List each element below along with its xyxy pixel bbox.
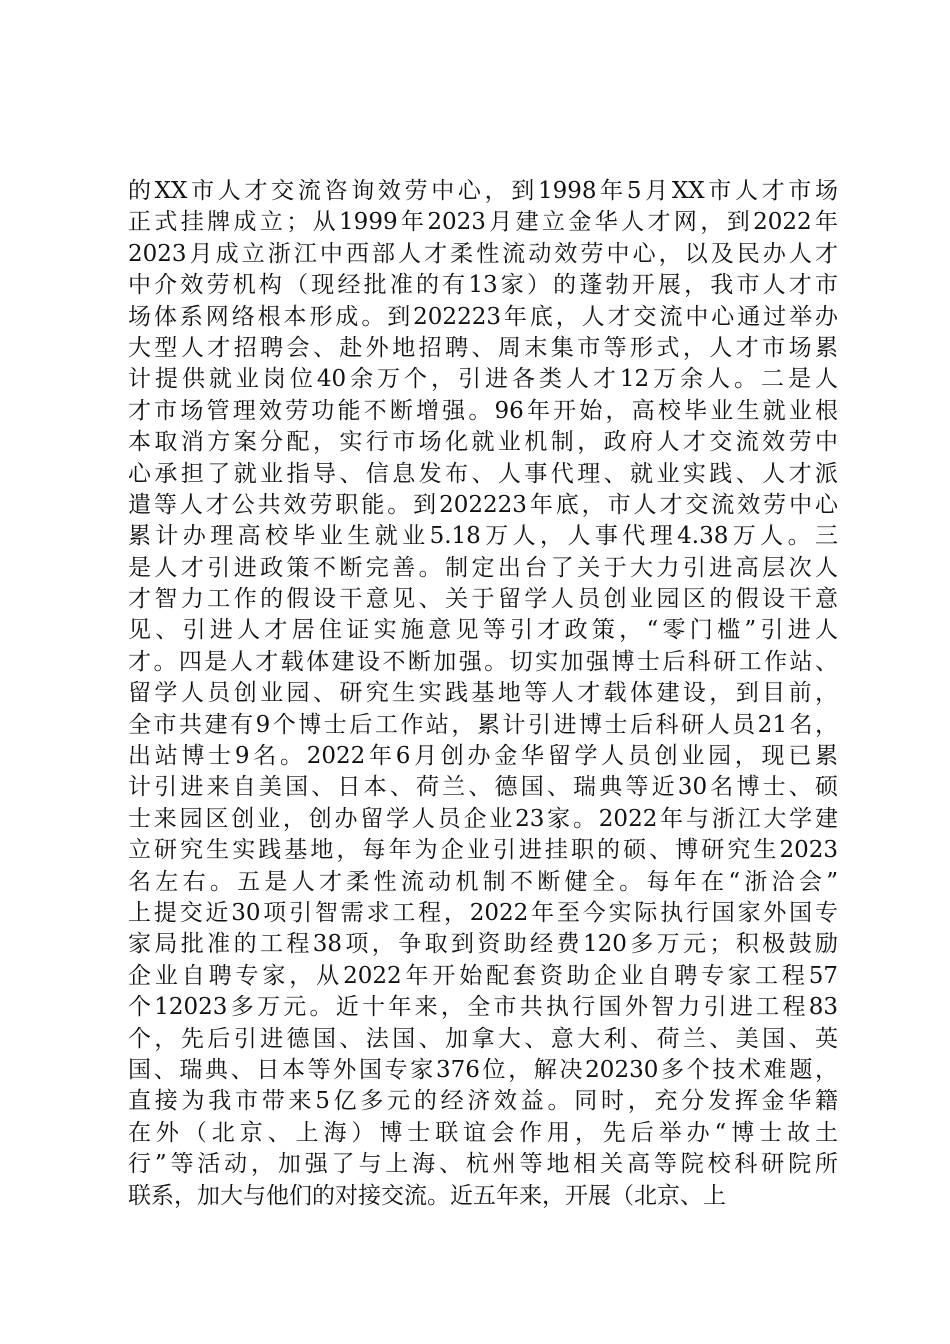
text-line: 见、引进人才居住证实施意见等引才政策，“零门槛”引进人 bbox=[128, 617, 838, 644]
text-line: 场体系网络根本形成。到202223年底，人才交流中心通过举办 bbox=[128, 303, 838, 330]
text-line: 留学人员创业园、研究生实践基地等人才载体建设，到目前， bbox=[128, 680, 838, 707]
text-line: 出站博士9名。2022年6月创办金华留学人员创业园，现已累 bbox=[128, 743, 838, 770]
text-line: 2023月成立浙江中西部人才柔性流动效劳中心，以及民办人才 bbox=[128, 240, 838, 267]
text-line: 的XX市人才交流咨询效劳中心，到1998年5月XX市人才市场 bbox=[128, 178, 838, 204]
text-line: 中介效劳机构（现经批准的有13家）的蓬勃开展，我市人才市 bbox=[128, 272, 838, 299]
text-line: 个12023多万元。近十年来，全市共执行国外智力引进工程83 bbox=[128, 994, 838, 1021]
text-line: 遣等人才公共效劳职能。到202223年底，市人才交流效劳中心 bbox=[128, 491, 838, 518]
text-line: 家局批准的工程38项，争取到资助经费120多万元；积极鼓励 bbox=[128, 931, 838, 958]
body-paragraph bbox=[128, 176, 838, 1212]
text-line: 直接为我市带来5亿多元的经济效益。同时，充分发挥金华籍 bbox=[128, 1088, 838, 1115]
text-line: 名左右。五是人才柔性流动机制不断健全。每年在“浙洽会” bbox=[128, 868, 838, 895]
text-line: 国、瑞典、日本等外国专家376位，解决20230多个技术难题， bbox=[128, 1056, 838, 1083]
text-line: 企业自聘专家，从2022年开始配套资助企业自聘专家工程57 bbox=[128, 962, 838, 989]
text-line: 士来园区创业，创办留学人员企业23家。2022年与浙江大学建 bbox=[128, 805, 838, 832]
text-line: 大型人才招聘会、赴外地招聘、周末集市等形式，人才市场累 bbox=[128, 334, 838, 361]
text-line: 行”等活动，加强了与上海、杭州等地相关高等院校科研院所 bbox=[128, 1151, 838, 1178]
text-line: 计引进来自美国、日本、荷兰、德国、瑞典等近30名博士、硕 bbox=[128, 774, 838, 801]
text-line: 全市共建有9个博士后工作站，累计引进博士后科研人员21名， bbox=[128, 711, 838, 738]
text-line: 才。四是人才载体建设不断加强。切实加强博士后科研工作站、 bbox=[128, 648, 838, 675]
text-line: 累计办理高校毕业生就业5.18万人，人事代理4.38万人。三 bbox=[128, 523, 838, 550]
text-line: 上提交近30项引智需求工程，2022年至今实际执行国家外国专 bbox=[128, 899, 838, 926]
text-line: 本取消方案分配，实行市场化就业机制，政府人才交流效劳中 bbox=[128, 429, 838, 456]
text-line: 心承担了就业指导、信息发布、人事代理、就业实践、人才派 bbox=[128, 460, 838, 487]
text-line: 在外（北京、上海）博士联谊会作用，先后举办“博士故土 bbox=[128, 1119, 838, 1146]
text-line: 才市场管理效劳功能不断增强。96年开始，高校毕业生就业根 bbox=[128, 397, 838, 424]
text-line: 才智力工作的假设干意见、关于留学人员创业园区的假设干意 bbox=[128, 586, 838, 613]
text-line: 联系，加大与他们的对接交流。近五年来，开展（北京、上 bbox=[128, 1182, 726, 1209]
text-line: 计提供就业岗位40余万个，引进各类人才12万余人。二是人 bbox=[128, 366, 838, 393]
text-line: 正式挂牌成立；从1999年2023月建立金华人才网，到2022年 bbox=[128, 209, 838, 236]
text-line: 个，先后引进德国、法国、加拿大、意大利、荷兰、美国、英 bbox=[128, 1025, 838, 1052]
text-line: 是人才引进政策不断完善。制定出台了关于大力引进高层次人 bbox=[128, 554, 838, 581]
text-line: 立研究生实践基地，每年为企业引进挂职的硕、博研究生2023 bbox=[128, 837, 838, 864]
